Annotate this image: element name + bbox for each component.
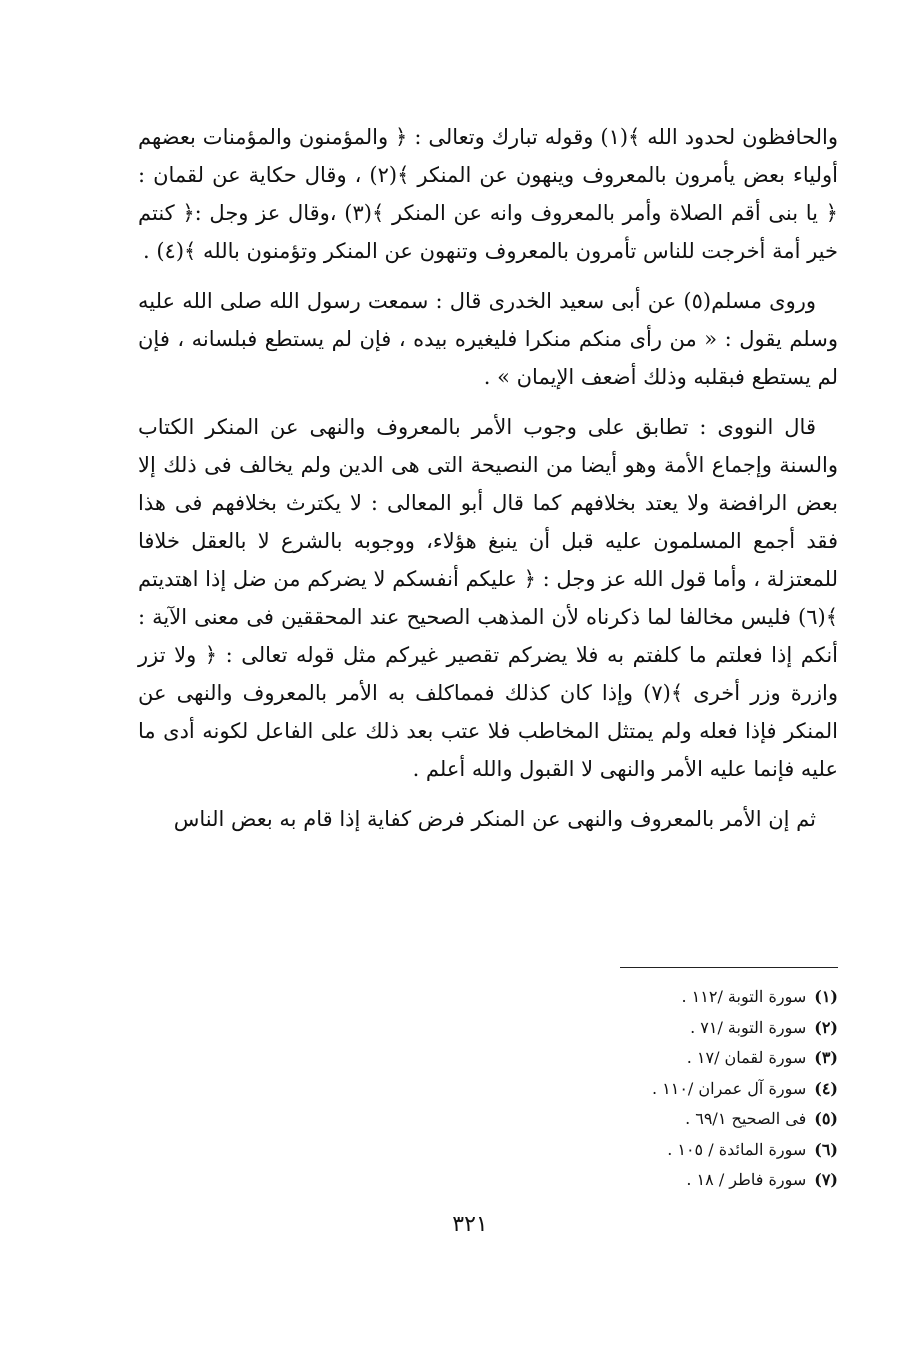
- main-text: [138, 118, 838, 850]
- paragraph-4: ثم إن الأمر بالمعروف والنهى عن المنكر فرض كفاية إذا قام به بعض الناس: [173, 807, 816, 831]
- footnote-text: سورة آل عمران /١١٠ .: [651, 1078, 807, 1098]
- footnote-number: (٢): [814, 1017, 838, 1037]
- footnote-5: [480, 1104, 838, 1135]
- footnote-6: [480, 1135, 838, 1166]
- footnote-number: (٣): [814, 1048, 838, 1067]
- paragraph-2: وروى مسلم(٥) عن أبى سعيد الخدرى قال : سمعت رسول الله صلى الله عليه وسلم يقول : « من رأى منكم منكرا فليغيره بيده ، فإن لم يستطع فبلسانه ، فإن لم يستطع فبقلبه وذلك أضعف الإيمان » .: [138, 289, 838, 389]
- footnote-text: فى الصحيح ٦٩/١ .: [685, 1109, 807, 1128]
- page-number: ٣٢١: [452, 1212, 488, 1237]
- footnote-text: سورة فاطر / ١٨ .: [686, 1170, 807, 1189]
- footnote-number: (١): [814, 987, 838, 1006]
- footnote-separator: [620, 967, 838, 968]
- paragraph-1: والحافظون لحدود الله ﴾(١) وقوله تبارك وتعالى : ﴿ والمؤمنون والمؤمنات بعضهم أولياء بعض يأمرون بالمعروف وينهون عن المنكر ﴾(٢) ، وقال حكاية عن لقمان : ﴿ يا بنى أقم الصلاة وأمر بالمعروف وانه عن المنكر ﴾(٣) ،وقال عز وجل :﴿ كنتم خير أمة أخرجت للناس تأمرون بالمعروف وتنهون عن المنكر وتؤمنون بالله ﴾(٤) .: [138, 125, 839, 263]
- footnote-number: (٥): [814, 1109, 838, 1128]
- footnote-2: [480, 1013, 838, 1044]
- footnote-7: [480, 1165, 838, 1196]
- footnotes: [480, 982, 838, 1196]
- footnote-text: سورة التوبة /٧١ .: [690, 1017, 807, 1037]
- footnote-1: [480, 982, 838, 1013]
- footnote-4: [480, 1074, 838, 1105]
- footnote-number: (٧): [814, 1170, 838, 1189]
- footnote-number: (٤): [814, 1078, 838, 1098]
- footnote-3: [480, 1043, 838, 1074]
- footnote-text: سورة التوبة /١١٢ .: [681, 987, 807, 1006]
- paragraph-3: قال النووى : تطابق على وجوب الأمر بالمعروف والنهى عن المنكر الكتاب والسنة وإجماع الأمة وهو أيضا من النصيحة التى هى الدين ولم يخالف فى ذلك إلا بعض الرافضة ولا يعتد بخلافهم كما قال أبو المعالى : لا يكترث بخلافهم فى هذا فقد أجمع المسلمون عليه قبل أن ينبغ هؤلاء، ووجوبه بالشرع لا بالعقل خلافا للمعتزلة ، وأما قول الله عز وجل : ﴿ عليكم أنفسكم لا يضركم من ضل إذا اهتديتم ﴾(٦) فليس مخالفا لما ذكرناه لأن المذهب الصحيح عند المحققين فى معنى الآية : أنكم إذا فعلتم ما كلفتم به فلا يضركم تقصير غيركم مثل قوله تعالى : ﴿ ولا تزر وازرة وزر أخرى ﴾(٧) وإذا كان كذلك فمماكلف به الأمر بالمعروف والنهى عن المنكر فإذا فعله ولم يمتثل المخاطب فلا عتب بعد ذلك على الفاعل لكونه أدى ما عليه فإنما عليه الأمر والنهى لا القبول والله أعلم .: [138, 415, 839, 781]
- footnote-text: سورة لقمان /١٧ .: [686, 1048, 807, 1067]
- footnote-number: (٦): [814, 1139, 838, 1159]
- footnote-text: سورة المائدة / ١٠٥ .: [667, 1139, 807, 1159]
